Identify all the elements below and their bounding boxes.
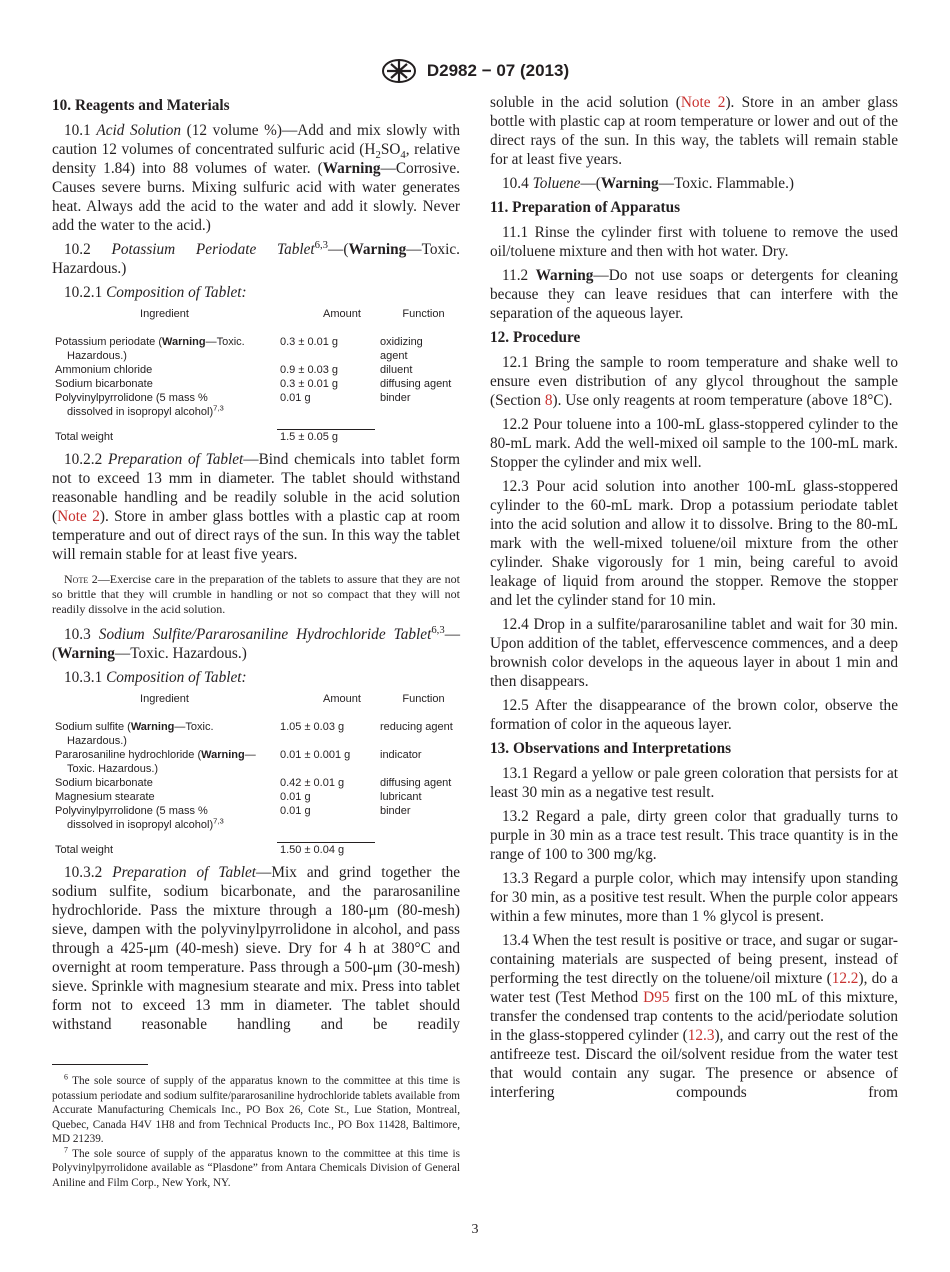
footnote-ref: 6,3 — [431, 623, 445, 636]
paragraph — [490, 353, 898, 410]
note-label: Note 2 — [64, 572, 98, 586]
text-run: Toxic. Hazardous.) — [67, 763, 159, 775]
paragraph — [490, 869, 898, 926]
text-run: Hazardous.) — [67, 735, 127, 747]
table-row — [52, 776, 460, 790]
total-label: Total weight — [55, 431, 114, 443]
text-run: first on the 100 mL of this mixture, transfer the condensed trap contents to the acid/periodate solution in the glass-stoppered cylinder ( — [490, 989, 898, 1044]
text-run: Sodium bicarbonate — [55, 378, 153, 390]
function-cell — [380, 790, 460, 804]
composition-table — [52, 307, 460, 444]
text-run: —Toxic. Hazardous.) — [114, 645, 247, 662]
text-run: Magnesium stearate — [55, 791, 155, 803]
text-run: —Do not use soaps or detergents for cleaning because they can leave residues that can interfere with the separation of the aqueous layer. — [490, 267, 898, 322]
total-value: 1.50 ± 0.04 g — [280, 844, 345, 856]
warning-label: Warning — [162, 336, 206, 348]
text-run: ). Store in amber glass bottles with a plastic cap at room temperature and out of direct rays of the sun. In this way the tablet will remain stable for at least five years. — [52, 508, 460, 563]
footnote — [52, 1144, 460, 1191]
warning-label: Warning — [57, 645, 115, 662]
page-number: 3 — [471, 1222, 479, 1237]
total-row — [52, 843, 460, 857]
footnote-ref: 7,3 — [213, 816, 224, 826]
text-run: Ammonium chloride — [55, 364, 153, 376]
paragraph — [52, 863, 460, 1034]
amount-cell: 0.3 ± 0.01 g — [280, 336, 339, 348]
text-run: Polyvinylpyrrolidone (5 mass % — [55, 392, 208, 404]
paragraph — [490, 764, 898, 802]
column-header: Function — [402, 308, 445, 320]
table-header-row — [52, 307, 460, 321]
ingredient-continued — [55, 349, 280, 363]
note — [52, 572, 460, 617]
text-run: oxidizing — [380, 336, 423, 348]
text-run: —Mix and grind together the sodium sulfite, sodium bicarbonate, and the pararosaniline hydrochloride. Pass the mixture through a 180-μm (80-mesh) sieve, dampen with the polyvinylpyrrolidone in alcohol, and pass through a 425-μm (40-mesh) sieve. Dry for 4 h at 380°C and overnight at room temperature. Pass through a 500-μm (30-mesh) sieve. Sprinkle with magnesium stearate and mix. Press into tablet form not to exceed 13 mm in diameter. The tablet should withstand reasonable handling and be readily — [52, 864, 461, 1033]
table-row — [52, 790, 460, 804]
text-run: ), and carry out the rest of the antifreeze test. Discard the oil/solvent residue from the water test that would contain any sugar. The presence or absence of interfering compounds from — [490, 1027, 898, 1101]
ingredient-continued — [55, 818, 280, 832]
italic-title: Potassium Periodate Tablet — [111, 241, 315, 258]
text-run: SO — [380, 141, 401, 158]
cross-reference-link[interactable]: 12.3 — [687, 1027, 715, 1044]
paragraph — [52, 283, 460, 302]
empty-cell — [380, 430, 460, 444]
footnote-text: The sole source of supply of the apparatus known to the committee at this time is potassium periodate and sodium sulfite/pararosaniline hydrochloride tablets available from Accurate Manufacturing Chemicals Inc., PO Box 26, Cote St., Lue Station, Montreal, Quebec, Canada H4V 1H8 and from Technical Products Inc., PO Box 11428, Baltimore, MD 21239. — [52, 1075, 460, 1145]
text-run: diluent — [380, 364, 413, 376]
function-cell — [380, 335, 460, 363]
table-row — [52, 720, 460, 748]
text-run: —Bind chemicals into tablet form not to exceed 13 mm in diameter. The tablet should withstand reasonable handling and be readily soluble in the acid solution ( — [52, 451, 460, 525]
text-run: — — [244, 749, 256, 761]
text-run: 13.1 Regard a yellow or pale green coloration that persists for at least 30 min as a negative test result. — [490, 765, 898, 801]
function-cell — [380, 391, 460, 419]
text-run: —Toxic. — [174, 721, 214, 733]
text-run: —( — [52, 626, 461, 662]
text-run: 13.3 Regard a purple color, which may intensify upon standing for 30 min, as a positive test result. When the purple color appears within a few minutes, more than 1 % glycol is present. — [490, 870, 898, 925]
cross-reference-link[interactable]: Note 2 — [680, 94, 726, 111]
italic-title: Preparation of Tablet — [112, 864, 257, 881]
text-run: dissolved in isopropyl alcohol) — [67, 819, 214, 831]
function-cell — [380, 377, 460, 391]
text-run: ). Store in an amber glass bottle with plastic cap at room temperature or lower and out of the direct rays of the sun. In this way, the tablets will remain stable for at least five years. — [490, 94, 898, 168]
table-row — [52, 748, 460, 776]
page-header — [0, 58, 950, 84]
text-run: agent — [380, 350, 408, 362]
column-header: Function — [402, 693, 445, 705]
table-row — [52, 377, 460, 391]
subscript: 4 — [400, 149, 406, 162]
text-run: 10.3 — [64, 626, 99, 643]
paragraph — [52, 240, 460, 278]
italic-title: Composition of Tablet: — [106, 669, 247, 686]
text-run: 12.5 After the disappearance of the brown color, observe the formation of color in the aqueous layer. — [490, 697, 898, 733]
text-run: ), do a water test (Test Method — [490, 970, 899, 1006]
right-column — [490, 93, 898, 1107]
italic-title: Toluene — [532, 175, 581, 192]
text-run: —( — [580, 175, 601, 192]
ingredient-cell — [52, 748, 280, 776]
total-label: Total weight — [55, 844, 114, 856]
total-value: 1.5 ± 0.05 g — [280, 431, 339, 443]
ingredient-cell — [52, 720, 280, 748]
ingredient-continued — [55, 405, 280, 419]
total-row — [52, 430, 460, 444]
text-run: —Exercise care in the preparation of the tablets to assure that they are not so brittle that they will crumble in handling or not so compact that they will not readily dissolve in the acid solution. — [52, 572, 461, 616]
amount-cell: 0.01 g — [280, 805, 311, 817]
text-run: diffusing agent — [380, 777, 452, 789]
amount-cell: 0.42 ± 0.01 g — [280, 777, 345, 789]
paragraph — [490, 266, 898, 323]
text-run: reducing agent — [380, 721, 453, 733]
ingredient-cell — [52, 776, 280, 790]
text-run: Polyvinylpyrrolidone (5 mass % — [55, 805, 208, 817]
warning-label: Warning — [201, 749, 245, 761]
text-run: —Corrosive. Causes severe burns. Mixing sulfuric acid with water generates heat. Always add the acid to the water and add it slowly. Never add the water to the acid.) — [52, 160, 460, 234]
text-run: Potassium periodate ( — [55, 336, 162, 348]
text-run: 10.3.2 — [64, 864, 113, 881]
paragraph — [52, 121, 460, 235]
warning-label: Warning — [535, 267, 594, 284]
paragraph — [490, 807, 898, 864]
amount-cell: 0.3 ± 0.01 g — [280, 378, 339, 390]
text-run: dissolved in isopropyl alcohol) — [67, 406, 214, 418]
footnote-mark: 7 — [64, 1144, 68, 1154]
footnote-divider — [52, 1064, 148, 1065]
text-run: lubricant — [380, 791, 422, 803]
cross-reference-link[interactable]: D95 — [643, 989, 670, 1006]
section-heading: 12. Procedure — [490, 329, 581, 346]
table-row — [52, 391, 460, 419]
paragraph — [490, 415, 898, 472]
text-run: Pararosaniline hydrochloride ( — [55, 749, 202, 761]
text-run: 12.2 Pour toluene into a 100-mL glass-stoppered cylinder to the 80-mL mark. Add the well-mixed oil sample to the 100-mL mark. Stopper the cylinder and mix well. — [490, 416, 898, 471]
text-run: , relative density 1.84) into 88 volumes of water. ( — [52, 141, 460, 177]
text-run: Sodium bicarbonate — [55, 777, 153, 789]
paragraph — [490, 223, 898, 261]
cross-reference-link[interactable]: 8 — [544, 392, 553, 409]
text-run: —Toxic. — [205, 336, 245, 348]
paragraph — [490, 174, 898, 193]
ingredient-continued — [55, 734, 280, 748]
subscript: 2 — [375, 149, 381, 162]
composition-table — [52, 692, 460, 857]
text-run: 10.2.1 — [64, 284, 107, 301]
text-run: 12.1 Bring the sample to room temperature and shake well to ensure even distribution of any glycol throughout the sample (Section — [490, 354, 898, 409]
table-row — [52, 363, 460, 377]
warning-label: Warning — [130, 721, 175, 733]
text-run: Hazardous.) — [67, 350, 127, 362]
column-header: Amount — [323, 308, 361, 320]
text-run: —( — [328, 241, 349, 258]
function-cell — [380, 804, 460, 832]
function-cell — [380, 748, 460, 776]
warning-label: Warning — [348, 241, 407, 258]
warning-label: Warning — [322, 160, 381, 177]
italic-title: Acid Solution — [96, 122, 182, 139]
italic-title: Preparation of Tablet — [108, 451, 244, 468]
section-heading: 13. Observations and Interpretations — [490, 740, 732, 757]
ingredient-cell — [52, 391, 280, 419]
text-run: indicator — [380, 749, 422, 761]
section-heading: 10. Reagents and Materials — [52, 97, 230, 114]
footnote-ref: 6,3 — [314, 238, 329, 251]
footnotes — [52, 1074, 460, 1190]
text-run: 11.1 Rinse the cylinder first with toluene to remove the used oil/toluene mixture and then with hot water. Dry. — [490, 224, 898, 260]
paragraph — [490, 615, 898, 691]
text-run: 12.4 Drop in a sulfite/pararosaniline tablet and wait for 30 min. Upon addition of the tablet, effervescence commences, and a deep brownish color develops in the aqueous layer in about 1 min and then disappears. — [490, 616, 898, 690]
text-run: (12 volume %)—Add and mix slowly with caution 12 volumes of concentrated sulfuric acid (H — [52, 122, 460, 158]
italic-title: Composition of Tablet: — [106, 284, 247, 301]
table-header-row — [52, 692, 460, 706]
ingredient-cell — [52, 790, 280, 804]
text-run: binder — [380, 805, 411, 817]
cross-reference-link[interactable]: Note 2 — [57, 508, 100, 525]
astm-logo-icon — [381, 58, 417, 84]
function-cell — [380, 720, 460, 748]
amount-cell: 0.9 ± 0.03 g — [280, 364, 339, 376]
text-run: —Toxic. Flammable.) — [658, 175, 794, 192]
text-run: 13.4 When the test result is positive or trace, and sugar or sugar-containing materials are suspected of being present, instead of performing the test directly on the toluene/oil mixture ( — [490, 932, 898, 987]
text-run: binder — [380, 392, 411, 404]
paragraph — [52, 625, 460, 663]
amount-cell: 1.05 ± 0.03 g — [280, 721, 345, 733]
paragraph — [490, 931, 898, 1102]
amount-cell: 0.01 g — [280, 791, 311, 803]
text-run: 10.2.2 — [64, 451, 108, 468]
function-cell — [380, 363, 460, 377]
paragraph — [490, 696, 898, 734]
footnote-text: The sole source of supply of the apparatus known to the committee at this time is Polyvinylpyrrolidone available as “Plasdone” from Antara Chemicals Division of General Aniline and Film Corp., New York, NY. — [52, 1147, 460, 1189]
footnote-ref: 7,3 — [213, 403, 224, 413]
warning-label: Warning — [600, 175, 659, 192]
column-header: Amount — [323, 693, 361, 705]
text-run: 11.2 — [502, 267, 536, 284]
italic-title: Sodium Sulfite/Pararosaniline Hydrochloride Tablet — [98, 626, 432, 643]
document-designation: D2982 − 07 (2013) — [426, 61, 570, 80]
ingredient-cell — [52, 804, 280, 832]
ingredient-cell — [52, 377, 280, 391]
left-column — [52, 93, 460, 1039]
empty-cell — [380, 843, 460, 857]
table-row — [52, 804, 460, 832]
text-run: 10.1 — [64, 122, 97, 139]
paragraph — [490, 93, 898, 169]
text-run: —Toxic. Hazardous.) — [52, 241, 460, 277]
footnote — [52, 1074, 460, 1147]
text-run: 12.3 Pour acid solution into another 100-mL glass-stoppered cylinder to the 60-mL mark. Drop a potassium periodate tablet into the acid solution and allow it to dissolve. Bring to the 80-mL mark with the well-mixed toluene/oil mixture from the other cylinder. Shake vigorously for 1 min, being careful to avoid leakage of liquid from around the stopper. Remove the stopper and let the cylinder stand for 10 min. — [490, 478, 898, 609]
cross-reference-link[interactable]: 12.2 — [831, 970, 859, 987]
column-header: Ingredient — [140, 308, 189, 320]
text-run: diffusing agent — [380, 378, 452, 390]
table-row — [52, 335, 460, 363]
text-run: ). Use only reagents at room temperature (above 18°C). — [552, 392, 893, 409]
text-run: soluble in the acid solution ( — [490, 94, 681, 111]
paragraph — [490, 477, 898, 610]
text-run: Sodium sulfite ( — [55, 721, 131, 733]
function-cell — [380, 776, 460, 790]
amount-cell: 0.01 ± 0.001 g — [280, 749, 351, 761]
text-run: 13.2 Regard a pale, dirty green color that gradually turns to purple in 30 min as a trace test result. This trace quantity is in the range of 100 to 300 mg/kg. — [490, 808, 898, 863]
text-run: 10.2 — [64, 241, 112, 258]
text-run: 10.3.1 — [64, 669, 107, 686]
footnote-mark: 6 — [64, 1072, 68, 1082]
ingredient-continued — [55, 762, 280, 776]
paragraph — [52, 668, 460, 687]
text-run: 10.4 — [502, 175, 533, 192]
amount-cell: 0.01 g — [280, 392, 311, 404]
paragraph — [52, 450, 460, 564]
section-heading: 11. Preparation of Apparatus — [490, 199, 681, 216]
column-header: Ingredient — [140, 693, 189, 705]
ingredient-cell — [52, 335, 280, 363]
ingredient-cell — [52, 363, 280, 377]
